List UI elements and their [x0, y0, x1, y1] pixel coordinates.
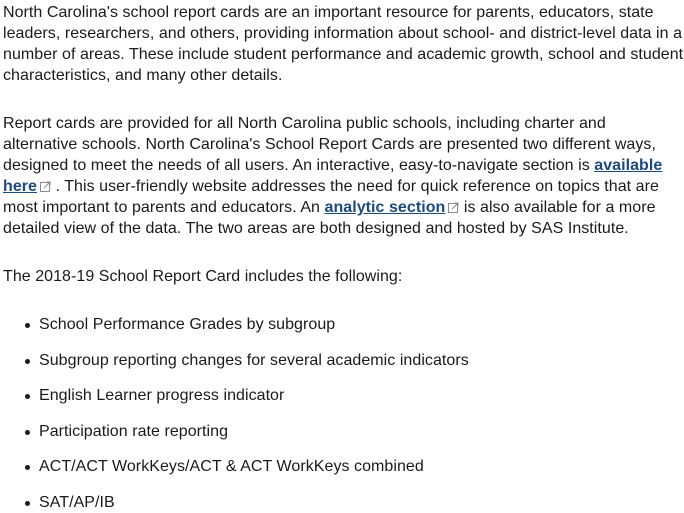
list-item-text: English Learner progress indicator	[39, 387, 285, 404]
list-item-text: Subgroup reporting changes for several academic indicators	[39, 351, 469, 369]
list-intro: The 2018-19 School Report Card includes the following:	[3, 268, 403, 285]
list-item-text: School Performance Grades by subgroup	[39, 316, 336, 333]
external-link-icon	[40, 181, 51, 192]
list-item	[39, 314, 684, 335]
list-item	[39, 492, 684, 513]
bullet-icon	[25, 465, 30, 470]
bullet-icon	[25, 501, 30, 506]
list-item-text: ACT/ACT WorkKeys/ACT & ACT WorkKeys combined	[39, 458, 424, 475]
report-card-formats-paragraph	[3, 113, 684, 239]
paragraph-text: Report cards are provided for all North Carolina public schools, including charter and alternative schools. North Carolina's School Report Cards are presented two different ways, designed to meet the needs of all users. An interactive, easy-to-navigate section is	[3, 115, 656, 174]
paragraph-text: is also available for a more detailed view of the data. The two areas are both designed and hosted by SAS Institute.	[3, 199, 656, 237]
bullet-icon	[25, 323, 30, 328]
list-item	[39, 350, 684, 371]
paragraph-text: . This user-friendly website addresses the need for quick reference on topics that are most important to parents and educators. An	[3, 178, 659, 216]
bullet-icon	[25, 359, 30, 364]
list-item-text: SAT/AP/IB	[39, 493, 115, 511]
bullet-icon	[25, 394, 30, 399]
list-item	[39, 421, 684, 442]
list-item	[39, 385, 684, 406]
external-link-icon	[448, 202, 459, 213]
available-here-link[interactable]: available here	[3, 157, 663, 195]
bullet-icon	[25, 430, 30, 435]
analytic-section-link[interactable]: analytic section	[324, 199, 446, 216]
list-item	[39, 456, 684, 477]
intro-paragraph: North Carolina's school report cards are an important resource for parents, educators, state leaders, researchers, and others, providing information about school- and district-level data in a number of areas. These include student performance and academic growth, school and student characteristics, and many other details.	[3, 4, 684, 84]
list-item-text: Participation rate reporting	[39, 422, 229, 440]
report-card-features-list	[3, 314, 684, 513]
